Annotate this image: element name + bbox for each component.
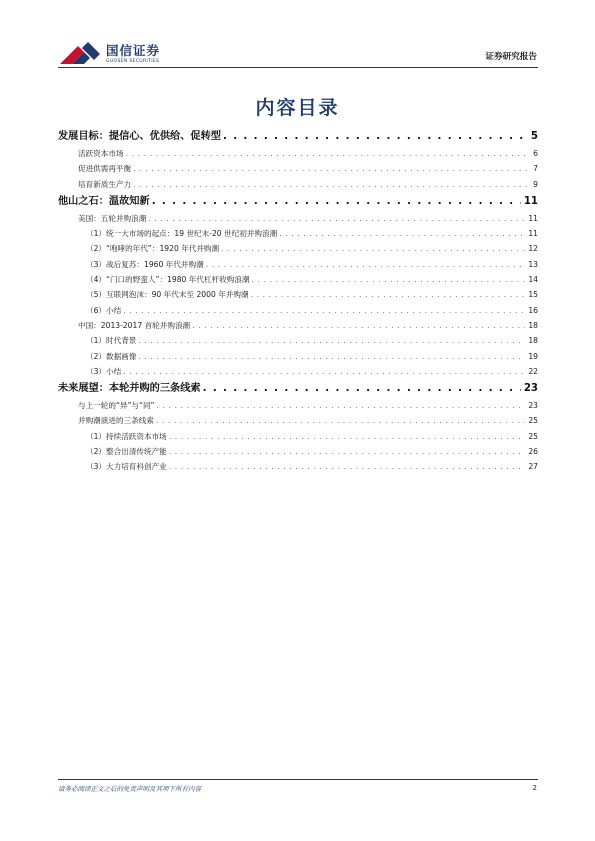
toc-entry-page: 26 (528, 447, 538, 457)
page-header (0, 0, 595, 70)
toc-entry-page: 11 (523, 195, 538, 207)
toc-entry-level-3[interactable] (58, 333, 538, 348)
toc-entry-page: 23 (523, 383, 538, 395)
toc-entry-level-3[interactable] (58, 303, 538, 318)
toc-entry-page: 16 (528, 305, 538, 315)
toc-title: 内容目录 (255, 97, 340, 119)
toc-leader-dots (252, 272, 526, 287)
toc-entry-level-1[interactable] (58, 379, 538, 398)
toc-entry-level-3[interactable] (58, 364, 538, 379)
toc-entry-page: 15 (528, 290, 538, 300)
toc-entry-title: （4）“门口的野蛮人”：1980 年代杠杆收购浪潮 (86, 275, 250, 285)
toc-entry-title: （2）整合出清传统产能 (86, 447, 167, 457)
company-logo (58, 40, 178, 70)
toc-entry-level-3[interactable] (58, 349, 538, 364)
footer-divider (58, 779, 538, 780)
toc-entry-level-3[interactable] (58, 429, 538, 444)
toc-entry-level-3[interactable] (58, 287, 538, 302)
toc-leader-dots (123, 303, 525, 318)
toc-leader-dots (169, 444, 526, 459)
logo-text-en: GUOSEN SECURITIES (106, 59, 160, 64)
toc-entry-level-3[interactable] (58, 272, 538, 287)
toc-entry-level-3[interactable] (58, 257, 538, 272)
toc-leader-dots (251, 287, 526, 302)
toc-entry-page: 11 (528, 229, 538, 239)
toc-entry-title: （3）大力培育科创产业 (86, 462, 167, 472)
toc-entry-title: （3）战后复苏：1960 年代并购潮 (86, 259, 204, 269)
toc-leader-dots (157, 398, 526, 413)
toc-entry-title: 美国：五轮并购浪潮 (78, 213, 147, 223)
toc-entry-page: 18 (528, 336, 538, 346)
toc-entry-level-2[interactable] (58, 318, 538, 333)
toc-entry-level-3[interactable] (58, 241, 538, 256)
toc-entry-level-1[interactable] (58, 192, 538, 211)
toc-entry-title: 培育新质生产力 (78, 179, 132, 189)
toc-entry-page: 12 (528, 244, 538, 254)
toc-entry-title: 与上一轮的“异”与“同” (78, 401, 155, 411)
toc-entry-title: （5）互联网泡沫：90 年代末至 2000 年并购潮 (86, 290, 249, 300)
toc-leader-dots (133, 177, 530, 192)
page-number: 2 (532, 784, 537, 792)
toc-entry-page: 14 (528, 275, 538, 285)
toc-entry-title: 中国：2013-2017 首轮并购浪潮 (78, 320, 191, 330)
toc-entry-title: 促进供需再平衡 (78, 164, 132, 174)
toc-leader-dots (169, 429, 526, 444)
toc-entry-title: 活跃资本市场 (78, 149, 124, 158)
toc-entry-page: 18 (528, 320, 538, 330)
toc-entry-page: 6 (533, 149, 538, 158)
toc-leader-dots (279, 226, 525, 241)
toc-leader-dots (223, 127, 528, 146)
toc-entry-page: 23 (528, 401, 538, 411)
toc-entry-title: （1）时代背景 (86, 336, 137, 346)
guosen-logo-icon (58, 40, 102, 68)
toc-leader-dots (152, 192, 521, 211)
toc-entry-page: 25 (528, 431, 538, 441)
logo-text-cn: 国信证券 (106, 43, 161, 58)
toc-leader-dots (126, 146, 531, 161)
toc-leader-dots (192, 318, 525, 333)
toc-entry-level-2[interactable] (58, 146, 538, 161)
toc-entry-level-3[interactable] (58, 444, 538, 459)
toc-entry-level-2[interactable] (58, 177, 538, 192)
toc-entry-page: 7 (533, 164, 538, 174)
toc-entry-level-2[interactable] (58, 413, 538, 428)
toc-entry-title: （6）小结 (86, 305, 122, 315)
report-type-label: 证券研究报告 (485, 52, 537, 62)
toc-entry-title: （2）“咆哮的年代”：1920 年代并购潮 (86, 244, 220, 254)
toc-entry-page: 13 (528, 259, 538, 269)
toc-leader-dots (156, 413, 525, 428)
toc-entry-title: （2）数据画像 (86, 351, 137, 361)
toc-entry-title: （3）小结 (86, 366, 122, 376)
toc-leader-dots (169, 459, 526, 474)
toc-leader-dots (123, 364, 525, 379)
toc-entry-title: （1）统一大市场的起点：19 世纪末-20 世纪初并购浪潮 (86, 229, 278, 239)
table-of-contents (58, 127, 538, 475)
toc-entry-page: 22 (528, 366, 538, 376)
toc-leader-dots (133, 161, 530, 176)
toc-leader-dots (148, 211, 525, 226)
toc-entry-page: 25 (528, 416, 538, 426)
toc-entry-title: 他山之石：温故知新 (58, 195, 150, 207)
toc-entry-page: 5 (530, 131, 538, 142)
toc-entry-level-2[interactable] (58, 161, 538, 176)
toc-entry-title: （1）持续活跃资本市场 (86, 431, 167, 441)
toc-entry-title: 并购潮演进的三条线索 (78, 416, 154, 426)
toc-leader-dots (138, 349, 525, 364)
toc-entry-page: 19 (528, 351, 538, 361)
header-divider (58, 67, 538, 68)
toc-entry-title: 发展目标：提信心、优供给、促转型 (58, 131, 221, 142)
toc-entry-page: 11 (528, 213, 538, 223)
toc-entry-level-2[interactable] (58, 211, 538, 226)
toc-entry-level-3[interactable] (58, 459, 538, 474)
toc-leader-dots (206, 257, 526, 272)
toc-leader-dots (221, 241, 525, 256)
toc-leader-dots (203, 379, 521, 398)
toc-entry-page: 27 (528, 462, 538, 472)
footer-disclaimer: 请务必阅读正文之后的免责声明及其项下所有内容 (58, 785, 201, 793)
toc-leader-dots (138, 333, 525, 348)
toc-entry-title: 未来展望：本轮并购的三条线索 (58, 383, 201, 395)
toc-entry-page: 9 (533, 179, 538, 189)
toc-entry-level-3[interactable] (58, 226, 538, 241)
toc-entry-level-2[interactable] (58, 398, 538, 413)
toc-entry-level-1[interactable] (58, 127, 538, 146)
